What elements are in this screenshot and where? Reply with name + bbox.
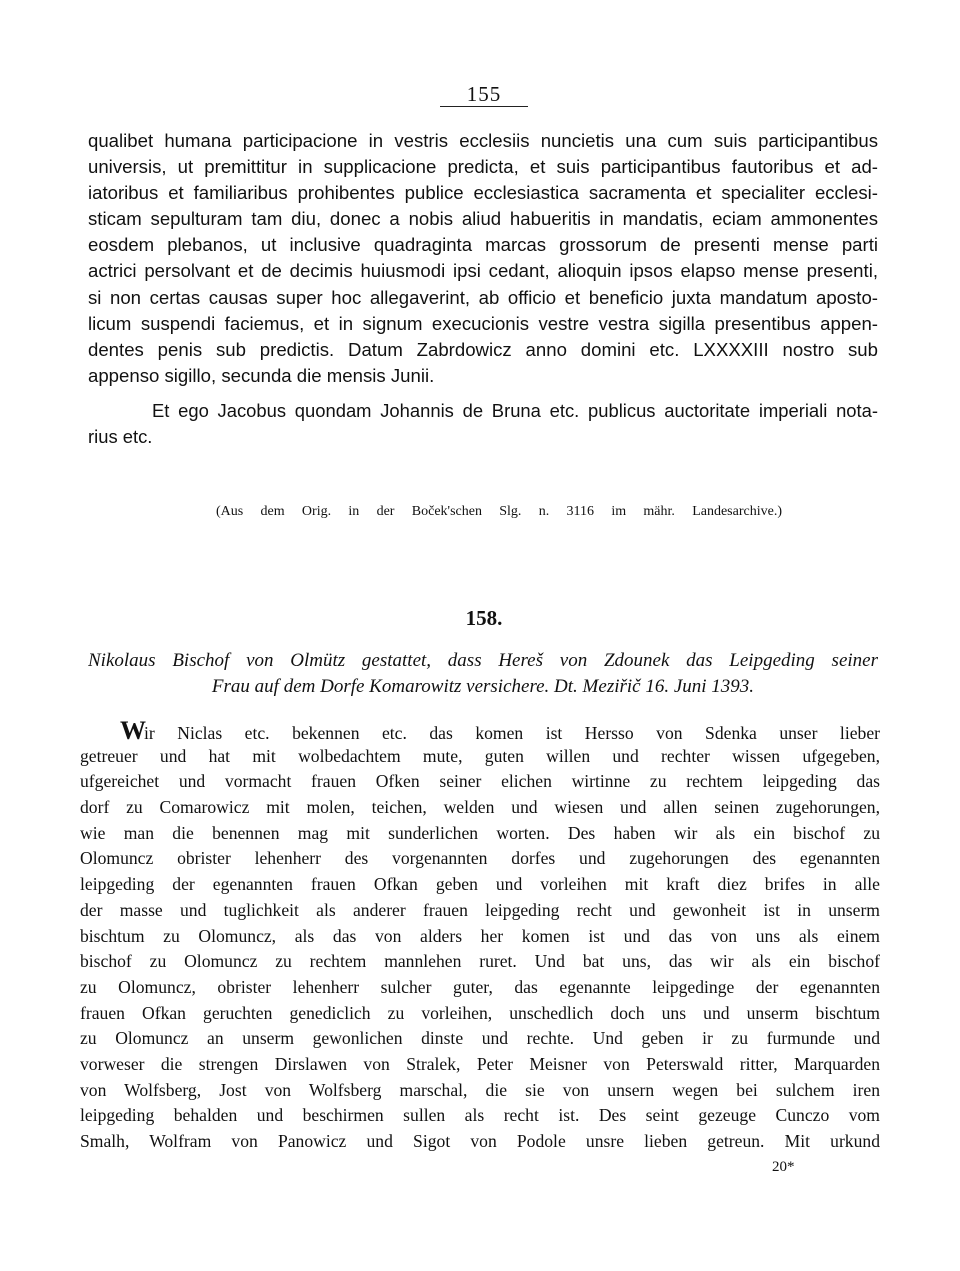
text-line: actrici persolvant et de decimis huiusmodi ipsi cedant, alioquin ipsos elapso mense presenti, — [88, 260, 878, 282]
text-line: sticam sepulturam tam diu, donec a nobis aliud habueritis in mandatis, eciam ammonentes — [88, 208, 878, 230]
text-line: vorweser die strengen Dirslawen von Stralek, Peter Meisner von Peterswald ritter, Marquarden — [80, 1053, 880, 1074]
page-number: 155 — [466, 82, 502, 106]
text-line: bischtum zu Olomuncz, als das von alders her komen ist und das von uns als einem — [80, 925, 880, 946]
text-line: ufgereichet und vormacht frauen Ofken seiner elichen wirtinne zu rechtem leipgeding das — [80, 771, 880, 792]
regest-heading — [88, 648, 878, 700]
text-line: von Wolfsberg, Jost von Wolfsberg marschal, die sie von unsern wegen bei sulchem iren — [80, 1079, 880, 1100]
regest-line: Frau auf dem Dorfe Komarowitz versichere. Dt. Meziřič 16. Juni 1393. — [211, 676, 755, 698]
signature-mark: 20* — [772, 1159, 795, 1175]
drop-initial: W — [120, 718, 144, 744]
text-line: leipgeding der egenannten frauen Ofkan geben und vorleihen mit kraft diez brifes in alle — [80, 874, 880, 895]
text-line: si non certas causas super hoc allegaverint, ab officio et beneficio juxta mandatum aposto- — [88, 286, 878, 308]
text-line: appenso sigillo, secunda die mensis Junii. — [88, 364, 435, 386]
source-note: (Aus dem Orig. in der Boček'schen Slg. n. 3116 im mähr. Landesarchive.) — [216, 504, 782, 519]
page-number-rule — [440, 106, 528, 107]
text-line: dorf zu Comarowicz mit molen, teichen, welden und wiesen und allen seinen zugehorungen, — [80, 797, 880, 818]
text-line: zu Olomuncz, obrister lehenherr sulcher guter, das egenannte leipgedinge der egenannten — [80, 976, 880, 997]
text-line: eosdem plebanos, ut inclusive quadraginta marcas grossorum de presenti mense parti — [88, 234, 878, 256]
text-line: der masse und tuglichkeit als anderer frauen leipgeding recht und gewonheit ist in unserm — [80, 899, 880, 920]
regest-line: Nikolaus Bischof von Olmütz gestattet, dass Hereš von Zdounek das Leipgeding seiner — [88, 650, 878, 671]
text-line: getreuer und hat mit wolbedachtem mute, guten willen und rechter wissen ufgegeben, — [80, 745, 880, 766]
text-line: leipgeding behalden und beschirmen sullen als recht ist. Des seint gezeuge Cunczo vom — [80, 1105, 880, 1126]
text-line: frauen Ofkan geruchten genediclich zu vorleihen, unschedlich doch uns und unserm bischtum — [80, 1002, 880, 1023]
text-line: qualibet humana participacione in vestris ecclesiis nuncietis una cum suis participantibus — [88, 130, 878, 151]
notary-subscription — [88, 398, 878, 450]
text-line: zu Olomuncz an unserm gewonlichen dinste und rechte. Und geben ir zu furmunde und — [80, 1028, 880, 1049]
latin-text-block — [88, 128, 878, 389]
text-line: bischof zu Olomuncz zu rechtem mannlehen ruret. Und bat uns, das wir als ein bischof — [80, 951, 880, 972]
text-line — [80, 718, 880, 744]
text-line: rius etc. — [88, 426, 153, 448]
charter-text-block — [80, 718, 880, 1155]
first-line-text: ir Niclas etc. bekennen etc. das komen ist Hersso von Sdenka unser lieber — [144, 723, 880, 743]
text-line: Et ego Jacobus quondam Johannis de Bruna etc. publicus auctoritate imperiali nota- — [152, 400, 878, 421]
text-line: licum suspendi faciemus, et in signum execucionis vestre vestra sigilla presentibus appen- — [88, 312, 878, 334]
document-number: 158. — [465, 606, 503, 630]
text-line: Smalh, Wolfram von Panowicz und Sigot von Podole unsre lieben getreun. Mit urkund — [80, 1131, 880, 1151]
text-line: Olomuncz obrister lehenherr des vorgenannten dorfes und zugehorungen des egenannten — [80, 848, 880, 869]
text-line: wie man die benennen mag mit sunderlichen worten. Des haben wir als ein bischof zu — [80, 822, 880, 843]
text-line: iatoribus et familiaribus prohibentes publice ecclesiastica sacramenta et specialiter ecclesi- — [88, 182, 878, 204]
text-line: dentes penis sub predictis. Datum Zabrdowicz anno domini etc. LXXXXIII nostro sub — [88, 338, 878, 360]
text-line: universis, ut premittitur in supplicacione predicta, et suis participantibus fautoribus et ad- — [88, 156, 878, 178]
